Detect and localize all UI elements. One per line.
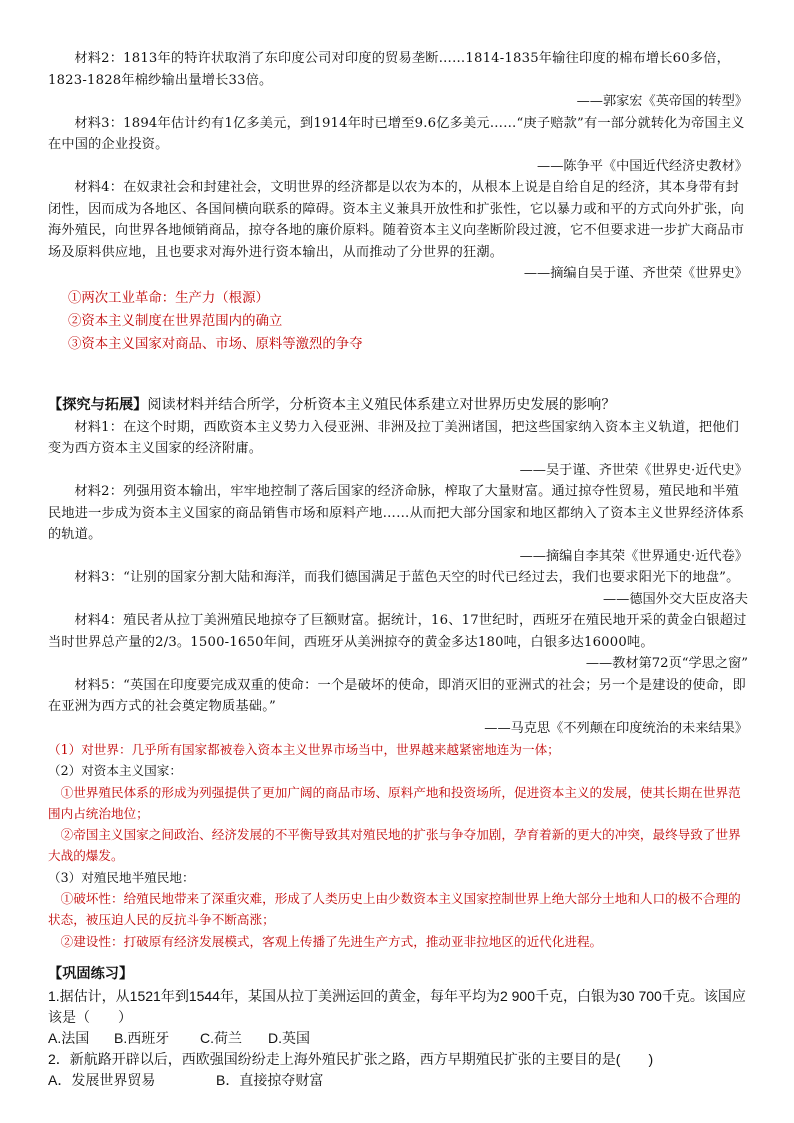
- option-b[interactable]: B.西班牙: [114, 1029, 170, 1046]
- option-c[interactable]: C.荷兰: [200, 1029, 242, 1046]
- question-2: 2．新航路开辟以后，西欧强国纷纷走上海外殖民扩张之路，西方早期殖民扩张的主要目的是( ): [48, 1050, 654, 1067]
- material-source: ——吴于谨、齐世荣《世界史·近代史》: [519, 462, 748, 478]
- answer-line: （3）对殖民地半殖民地：: [48, 869, 195, 885]
- material-source: ——摘编自李其荣《世界通史·近代卷》: [519, 548, 748, 564]
- option-a[interactable]: A.法国: [48, 1029, 90, 1046]
- material-text: 材料3：1894年估计约有1亿多美元，到1914年时已增至9.6亿多美元……“庚子赔款”有一部分就转化为帝国主义在中国的企业投资。: [48, 115, 745, 152]
- material-source: ——德国外交大臣皮洛夫: [602, 591, 748, 607]
- material-text: 材料4：在奴隶社会和封建社会，文明世界的经济都是以农为本的，从根本上说是自给自足的经济，其本身带有封闭性，因而成为各地区、各国间横向联系的障碍。资本主义兼具开放性和扩张性，它以暴力或和平的方式向外扩张，向海外殖民，向世界各地倾销商品，掠夺各地的廉价原料。随着资本主义向垄断阶段过渡，它不但要求进一步扩大商品市场及原料供应地，且也要求对海外进行资本输出，从而推动了分世界的狂潮。: [48, 180, 745, 260]
- practice-section: [48, 962, 748, 1091]
- question-1-options: [48, 1028, 748, 1049]
- materials-b: [48, 417, 748, 740]
- option-a[interactable]: A．发展世界贸易: [48, 1071, 156, 1088]
- material-text: 材料3：“让别的国家分割大陆和海洋，而我们德国满足于蓝色天空的时代已经过去，我们也要求阳光下的地盘”。: [74, 570, 740, 585]
- answer-line: （2）对资本主义国家：: [48, 763, 182, 779]
- reasons-list: [48, 287, 748, 356]
- practice-heading: 【巩固练习】: [48, 965, 134, 982]
- material-text: 材料1：在这个时期，西欧资本主义势力入侵亚洲、非洲及拉丁美洲诸国，把这些国家纳入资本主义轨道，把他们变为西方资本主义国家的经济附庸。: [48, 419, 739, 456]
- option-d[interactable]: D.英国: [268, 1029, 310, 1046]
- answer-line: ②帝国主义国家之间政治、经济发展的不平衡导致其对殖民地的扩张与争夺加剧，孕育着新的更大的冲突，最终导致了世界大战的爆发。: [48, 827, 741, 864]
- material-source: ——郭家宏《英帝国的转型》: [576, 94, 748, 109]
- explore-question: [48, 394, 748, 417]
- material-text: 材料2：列强用资本输出，牢牢地控制了落后国家的经济命脉，榨取了大量财富。通过掠夺性贸易，殖民地和半殖民地进一步成为资本主义国家的商品销售市场和原料产地……从而把大部分国家和地区都纳入了资本主义世界经济体系的轨道。: [48, 484, 745, 542]
- answer-block: [48, 739, 748, 952]
- reason-item: ③资本主义国家对商品、市场、原料等激烈的争夺: [68, 336, 363, 352]
- answer-line: ①世界殖民体系的形成为列强提供了更加广阔的商品市场、原料产地和投资场所，促进资本主义的发展，使其长期在世界范围内占统治地位；: [48, 784, 741, 821]
- reason-item: ①两次工业革命：生产力（根源）: [68, 290, 269, 306]
- answer-line: ②建设性：打破原有经济发展模式，客观上传播了先进生产方式，推动亚非拉地区的近代化进程。: [60, 933, 603, 949]
- explore-question-text: 阅读材料并结合所学，分析资本主义殖民体系建立对世界历史发展的影响？: [147, 396, 616, 413]
- answer-line: （1）对世界：几乎所有国家都被卷入资本主义世界市场当中，世界越来越紧密地连为一体；: [48, 742, 560, 757]
- answer-line: ①破坏性：给殖民地带来了深重灾难，形成了人类历史上由少数资本主义国家控制世界上绝大部分土地和人口的极不合理的状态，被压迫人民的反抗斗争不断高涨；: [48, 891, 741, 928]
- option-b[interactable]: B．直接掠夺财富: [216, 1071, 324, 1088]
- reason-item: ②资本主义制度在世界范围内的确立: [68, 313, 283, 329]
- material-text: 材料2：1813年的特许状取消了东印度公司对印度的贸易垄断……1814-1835年输往印度的棉布增长60多倍，1823-1828年棉纱输出量增长33倍。: [48, 51, 731, 88]
- material-source: ——马克思《不列颠在印度统治的未来结果》: [484, 720, 748, 736]
- material-source: ——教材第72页“学思之窗”: [585, 656, 748, 671]
- explore-label: 【探究与拓展】: [48, 396, 148, 413]
- material-source: ——摘编自吴于谨、齐世荣《世界史》: [523, 266, 748, 281]
- question-2-options: [48, 1070, 748, 1091]
- material-text: 材料5：“英国在印度要完成双重的使命：一个是破坏的使命，即消灭旧的亚洲式的社会；另一个是建设的使命，即在亚洲为西方式的社会奠定物质基础。”: [48, 677, 746, 714]
- worksheet-page: [48, 48, 748, 1091]
- question-1: 1.据估计，从1521年到1544年，某国从拉丁美洲运回的黄金，每年平均为2 900千克，白银为30 700千克。该国应该是（ ）: [48, 987, 746, 1025]
- materials-a: [48, 48, 748, 285]
- material-source: ——陈争平《中国近代经济史教材》: [537, 158, 748, 174]
- material-text: 材料4：殖民者从拉丁美洲殖民地掠夺了巨额财富。据统计，16、17世纪时，西班牙在殖民地开采的黄金白银超过当时世界总产量的2/3。1500-1650年间，西班牙从美洲掠夺的黄金多达180吨，白银多达16000吨。: [48, 613, 747, 650]
